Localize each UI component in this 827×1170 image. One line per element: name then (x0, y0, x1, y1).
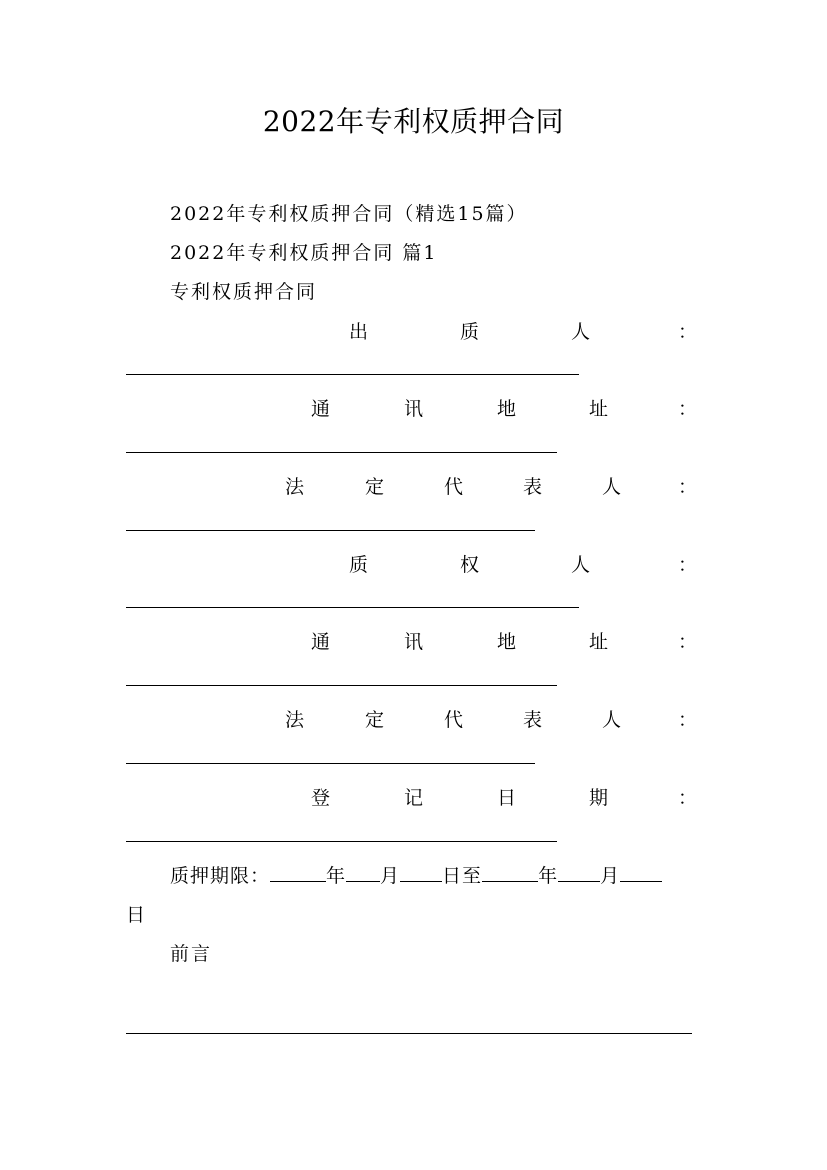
field-char: 址 (589, 631, 609, 653)
field-char: 日 (497, 787, 517, 809)
field-char: 址 (589, 398, 609, 420)
field-char: 法 (285, 476, 305, 498)
term-month-2: 月 (600, 865, 621, 887)
field-char: 登 (311, 787, 331, 809)
blank-line (558, 863, 600, 882)
blank-line (270, 863, 326, 882)
field-char: 定 (365, 709, 385, 731)
term-year-2: 年 (538, 865, 559, 887)
field-colon: ： (678, 631, 698, 653)
preface-heading: 前言 (170, 943, 213, 965)
field-char: 质 (349, 554, 369, 576)
fill-line (126, 607, 579, 608)
fill-line (126, 841, 557, 842)
fill-line (126, 763, 535, 764)
section-heading: 2022年专利权质押合同 篇1 (170, 242, 438, 264)
term-month-1: 月 (380, 865, 401, 887)
field-char: 质 (460, 321, 480, 343)
field-char: 人 (602, 709, 622, 731)
contract-name: 专利权质押合同 (170, 281, 318, 303)
field-char: 期 (589, 787, 609, 809)
field-colon: ： (678, 787, 698, 809)
pledge-term-line (170, 861, 662, 888)
term-year-1: 年 (326, 865, 347, 887)
field-colon: ： (678, 398, 698, 420)
pledge-term-label: 质押期限： (170, 865, 271, 887)
blank-line (346, 863, 380, 882)
field-char: 代 (444, 709, 464, 731)
field-char: 人 (571, 321, 591, 343)
fill-line (126, 685, 557, 686)
field-char: 出 (349, 321, 369, 343)
field-colon: ： (678, 476, 698, 498)
document-title: 2022年专利权质押合同 (262, 105, 565, 138)
field-char: 讯 (404, 398, 424, 420)
fill-line (126, 1033, 692, 1034)
term-day-2: 日 (126, 904, 148, 926)
blank-line (400, 863, 442, 882)
term-day-1: 日至 (442, 865, 483, 887)
field-char: 地 (497, 631, 517, 653)
blank-line (620, 863, 662, 882)
field-char: 记 (404, 787, 424, 809)
field-char: 法 (285, 709, 305, 731)
field-char: 权 (460, 554, 480, 576)
field-char: 人 (571, 554, 591, 576)
fill-line (126, 530, 535, 531)
fill-line (126, 452, 557, 453)
fill-line (126, 374, 579, 375)
subtitle-line: 2022年专利权质押合同（精选15篇） (170, 203, 528, 225)
field-char: 定 (365, 476, 385, 498)
blank-line (482, 863, 538, 882)
field-colon: ： (678, 321, 698, 343)
field-char: 通 (311, 398, 331, 420)
field-colon: ： (678, 709, 698, 731)
field-char: 表 (523, 709, 543, 731)
field-char: 代 (444, 476, 464, 498)
field-char: 地 (497, 398, 517, 420)
field-char: 讯 (404, 631, 424, 653)
field-char: 人 (602, 476, 622, 498)
field-char: 表 (523, 476, 543, 498)
field-char: 通 (311, 631, 331, 653)
field-colon: ： (678, 554, 698, 576)
